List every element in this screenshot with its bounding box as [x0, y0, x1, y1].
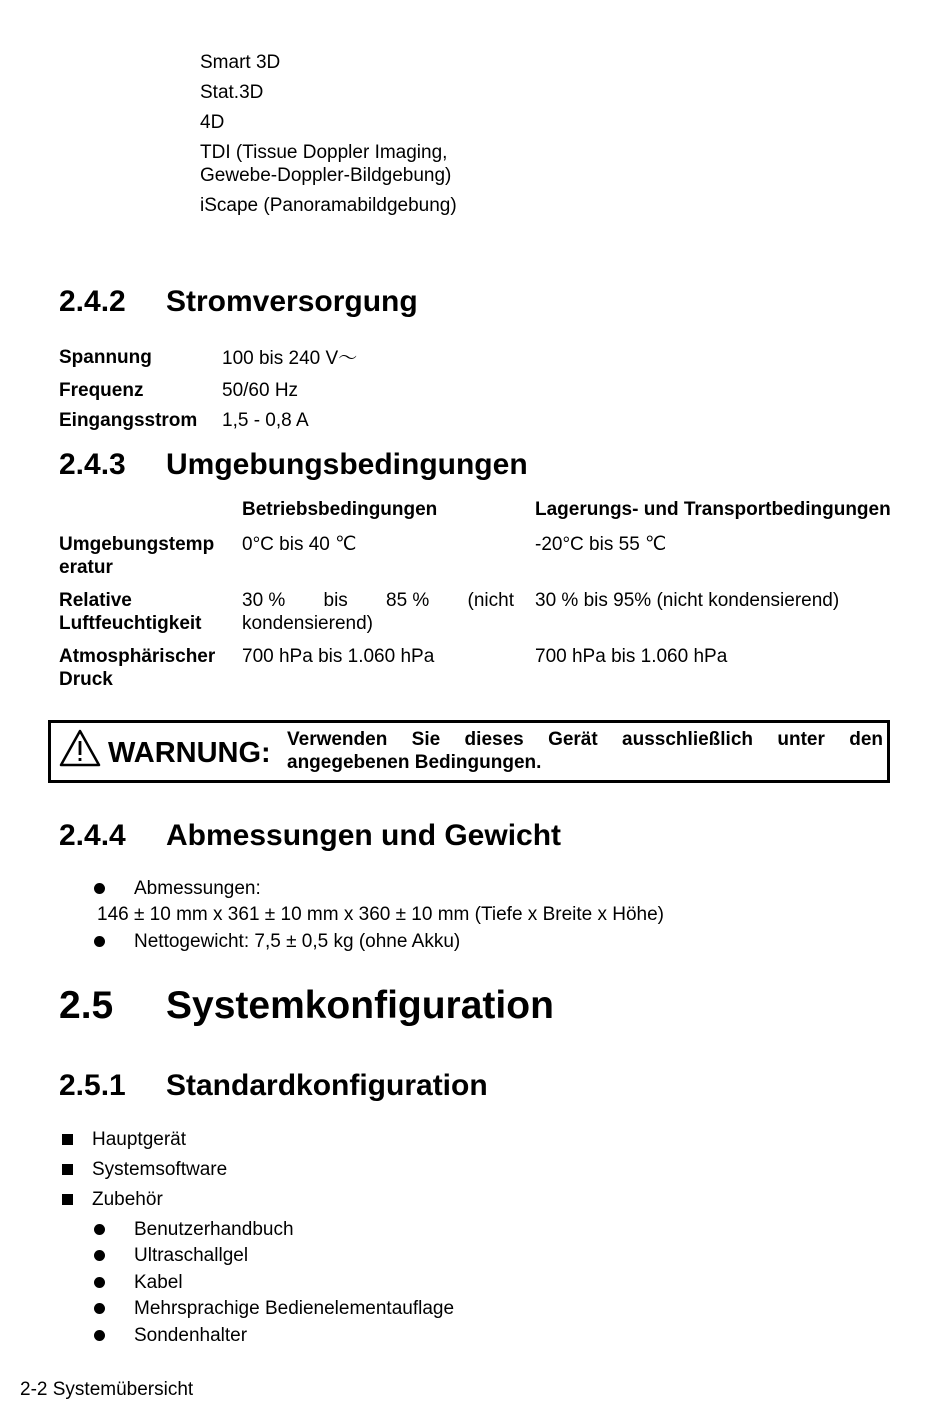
temperature-storage: -20°C bis 55 ℃ — [535, 534, 667, 555]
power-label-frequency: Frequenz — [59, 380, 144, 401]
section-title: Abmessungen und Gewicht — [166, 819, 562, 852]
list-item-detail: 146 ± 10 mm x 361 ± 10 mm x 360 ± 10 mm (Tiefe x Breite x Höhe) — [97, 904, 665, 925]
row-label-humidity: Relative — [59, 590, 132, 611]
section-number: 2.5.1 — [59, 1069, 126, 1102]
pressure-storage: 700 hPa bis 1.060 hPa — [535, 646, 728, 667]
warning-text: Verwenden Sie dieses Gerät ausschließlich unter den angegebenen Bedingungen. — [287, 729, 883, 773]
section-number: 2.4.3 — [59, 448, 126, 481]
bullet — [94, 1303, 105, 1314]
bullet — [94, 883, 105, 894]
list-item: Abmessungen: — [134, 878, 261, 899]
square-bullet — [62, 1194, 73, 1205]
column-header-operating: Betriebsbedingungen — [242, 499, 438, 520]
bullet — [94, 1277, 105, 1288]
section-title: Standardkonfiguration — [166, 1069, 488, 1102]
bullet — [94, 1250, 105, 1261]
power-label-current: Eingangsstrom — [59, 410, 198, 431]
mode-item: Gewebe-Doppler-Bildgebung) — [200, 165, 452, 186]
square-bullet — [62, 1134, 73, 1145]
accessory-item: Benutzerhandbuch — [134, 1219, 294, 1240]
power-value-current: 1,5 - 0,8 A — [222, 410, 309, 431]
row-label-humidity: Luftfeuchtigkeit — [59, 613, 202, 634]
section-title: Umgebungsbedingungen — [166, 448, 528, 481]
warning-icon — [58, 728, 102, 768]
pressure-operating: 700 hPa bis 1.060 hPa — [242, 646, 435, 667]
section-title: Stromversorgung — [166, 285, 418, 318]
row-label-temperature: eratur — [59, 557, 113, 578]
temperature-operating: 0°C bis 40 ℃ — [242, 534, 357, 555]
accessory-item: Mehrsprachige Bedienelementauflage — [134, 1298, 455, 1319]
power-value-voltage: 100 bis 240 V～ — [222, 348, 358, 369]
section-number: 2.4.2 — [59, 285, 126, 318]
list-item: Zubehör — [92, 1189, 163, 1210]
row-label-pressure: Druck — [59, 669, 113, 690]
humidity-word: 85 % — [386, 590, 430, 611]
humidity-word: 30 % — [242, 590, 286, 611]
mode-item: iScape (Panoramabildgebung) — [200, 195, 457, 216]
humidity-word: bis — [323, 590, 348, 611]
bullet — [94, 1224, 105, 1235]
row-label-temperature: Umgebungstemp — [59, 534, 215, 555]
power-label-voltage: Spannung — [59, 347, 152, 368]
bullet — [94, 936, 105, 947]
humidity-storage: 30 % bis 95% (nicht kondensierend) — [535, 590, 840, 611]
section-number: 2.4.4 — [59, 819, 126, 852]
square-bullet — [62, 1164, 73, 1175]
list-item: Nettogewicht: 7,5 ± 0,5 kg (ohne Akku) — [134, 931, 461, 952]
accessory-item: Sondenhalter — [134, 1325, 248, 1346]
mode-item: Stat.3D — [200, 82, 264, 103]
accessory-item: Ultraschallgel — [134, 1245, 249, 1266]
mode-item: 4D — [200, 112, 225, 133]
chapter-title: Systemkonfiguration — [166, 984, 554, 1027]
mode-item: TDI (Tissue Doppler Imaging, — [200, 142, 448, 163]
accessory-item: Kabel — [134, 1272, 183, 1293]
list-item: Systemsoftware — [92, 1159, 228, 1180]
chapter-number: 2.5 — [59, 984, 114, 1027]
column-header-storage: Lagerungs- und Transportbedingungen — [535, 499, 891, 520]
mode-item: Smart 3D — [200, 52, 281, 73]
humidity-operating — [242, 589, 514, 612]
bullet — [94, 1330, 105, 1341]
list-item: Hauptgerät — [92, 1129, 187, 1150]
page-footer: 2-2 Systemübersicht — [20, 1379, 194, 1400]
humidity-word: (nicht — [467, 590, 514, 611]
power-value-frequency: 50/60 Hz — [222, 380, 299, 401]
humidity-operating: kondensierend) — [242, 613, 373, 634]
row-label-pressure: Atmosphärischer — [59, 646, 216, 667]
warning-label: WARNUNG: — [108, 737, 271, 769]
